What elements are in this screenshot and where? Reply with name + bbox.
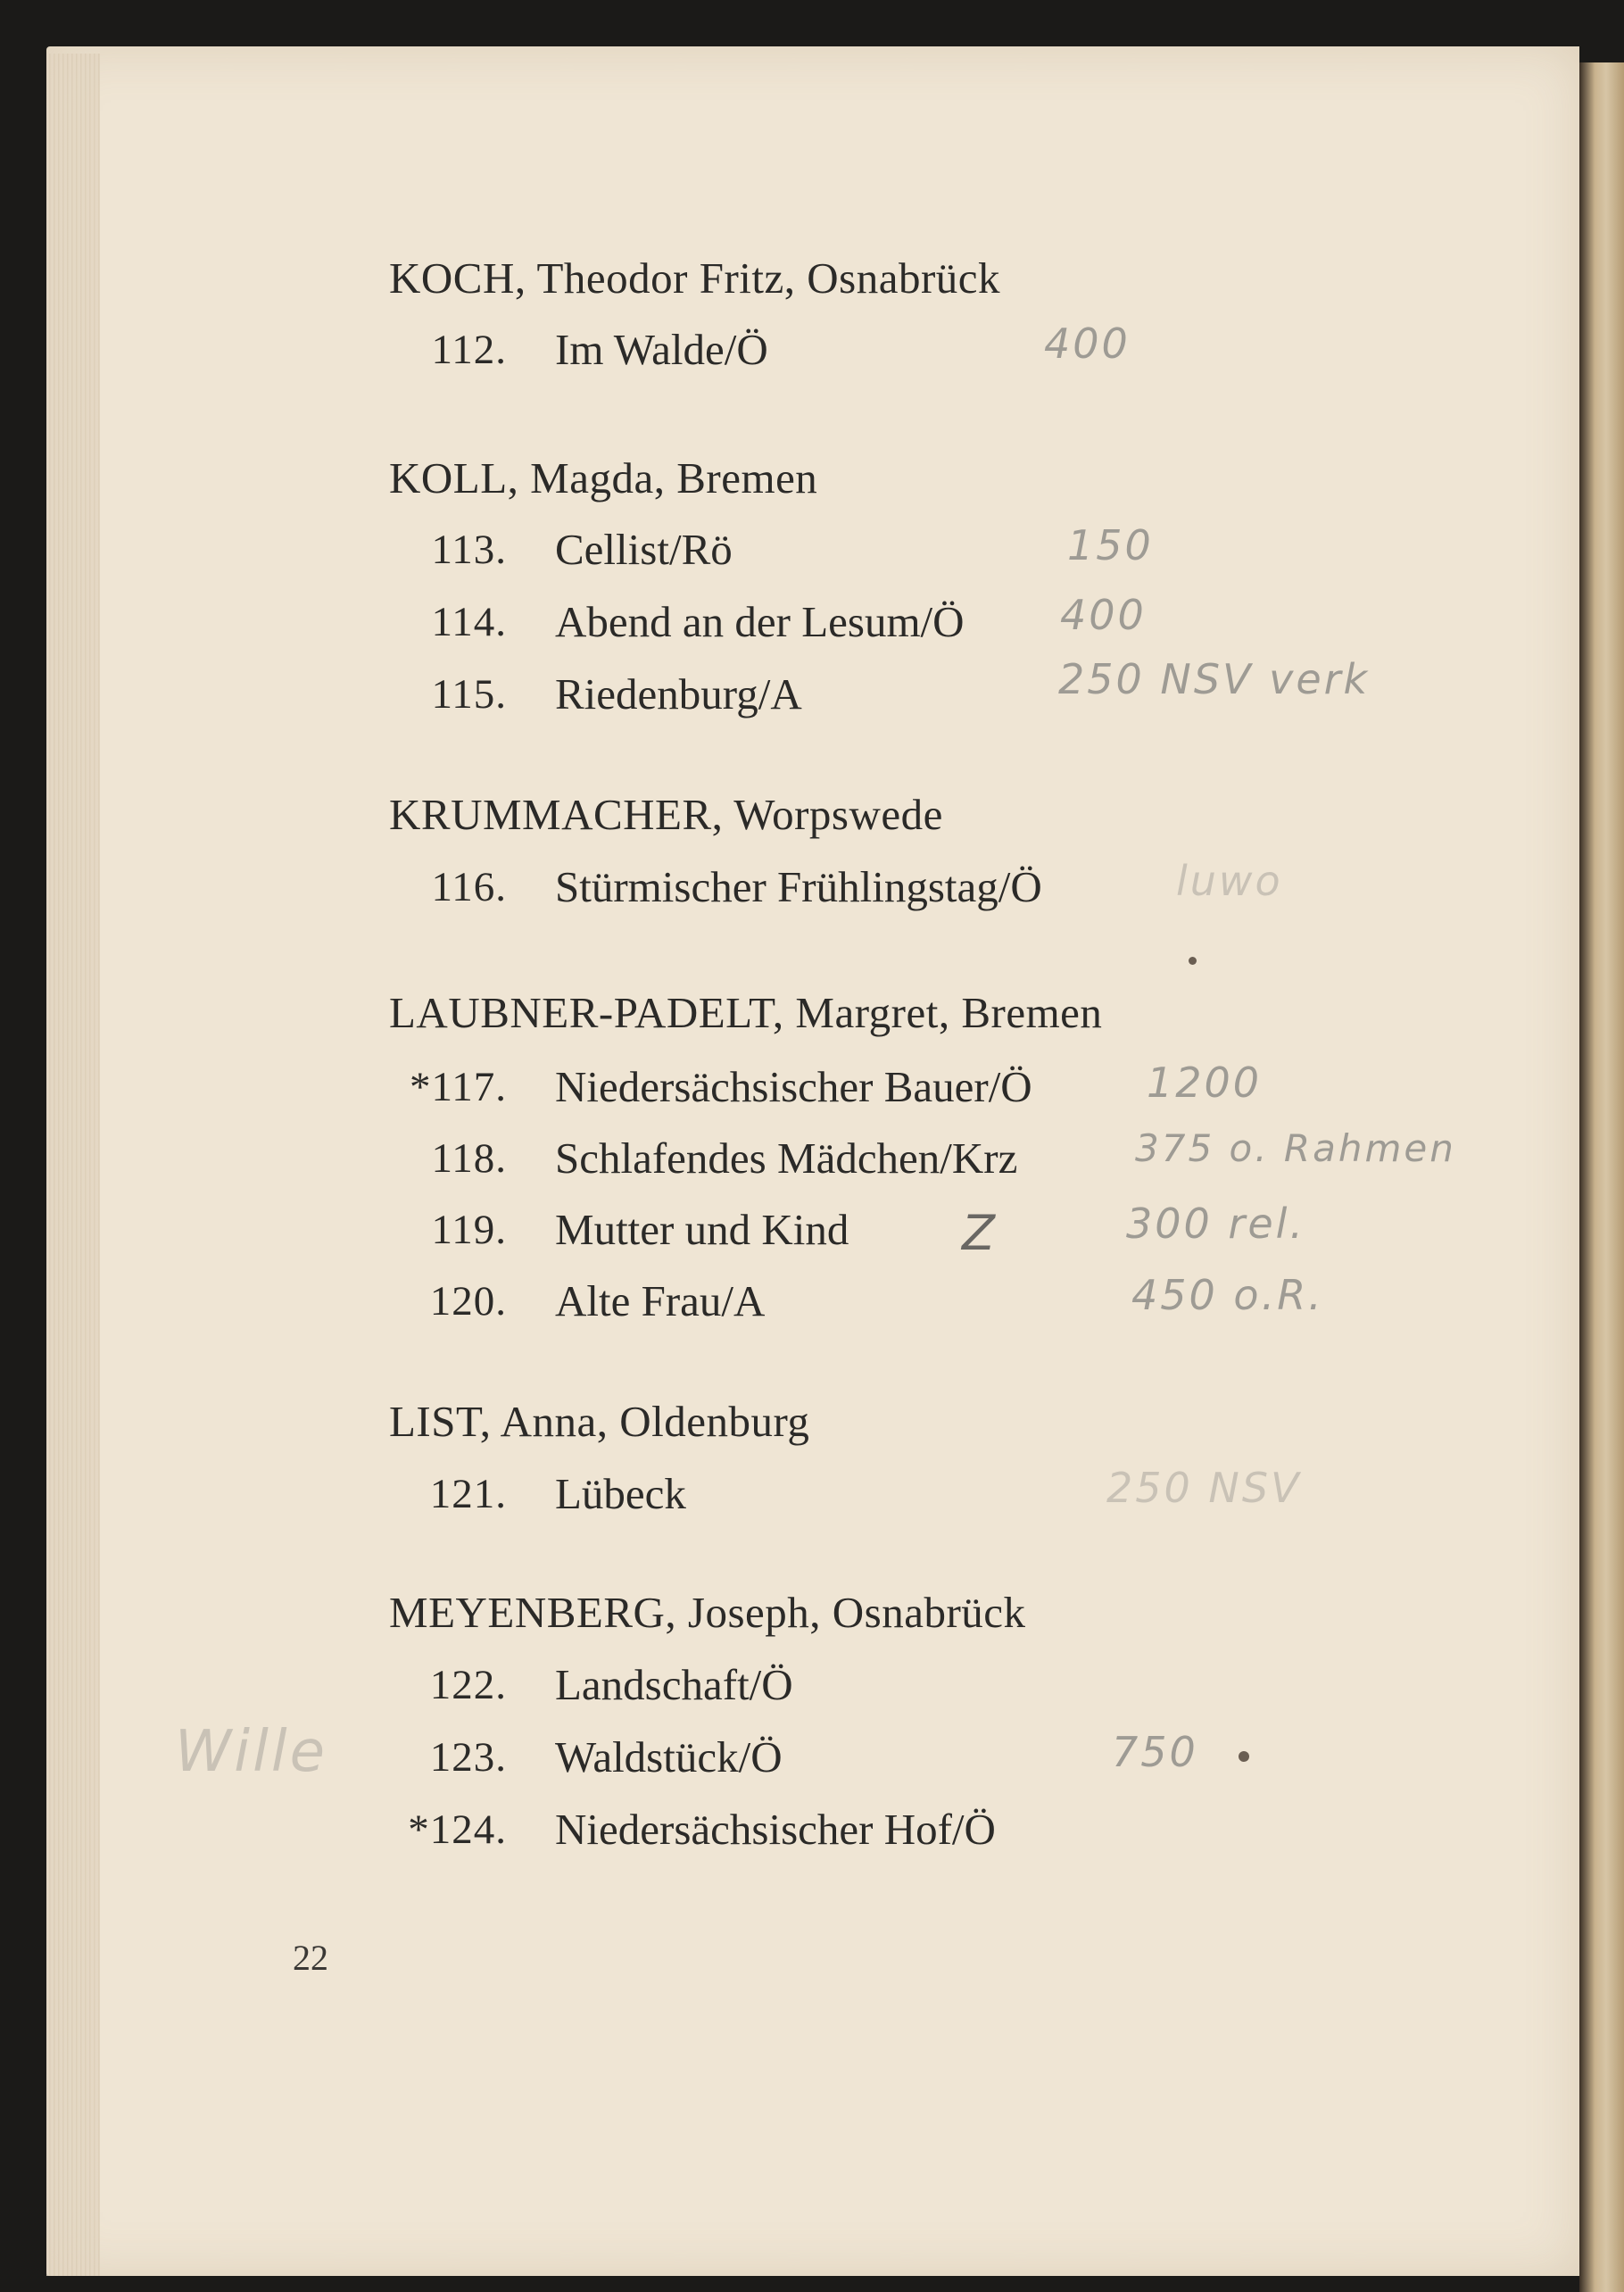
handwritten-price: 150 <box>1067 521 1154 569</box>
entry-number: 114. <box>431 599 507 645</box>
handwritten-price: 300 rel. <box>1126 1200 1306 1248</box>
entry-number: 112. <box>431 327 507 373</box>
handwritten-price: 250 NSV verk <box>1058 655 1371 703</box>
handwritten-price: 250 NSV <box>1106 1464 1302 1512</box>
entry-number: 118. <box>431 1135 507 1182</box>
entry-title: Waldstück/Ö <box>555 1732 783 1781</box>
entry-number: 113. <box>431 527 507 573</box>
artist-heading: LIST, Anna, Oldenburg <box>389 1397 810 1446</box>
entry-number: 122. <box>429 1662 507 1708</box>
entry-title: Schlafendes Mädchen/Krz <box>555 1134 1018 1183</box>
entry-number: 116. <box>431 864 507 910</box>
entry-title: Mutter und Kind <box>555 1205 849 1254</box>
entry-number: 115. <box>431 671 507 718</box>
handwritten-price: 400 <box>1060 591 1147 639</box>
entry-number: 120. <box>429 1278 507 1325</box>
handwritten-price: 450 o.R. <box>1131 1271 1324 1319</box>
artist-heading: KOCH, Theodor Fritz, Osnabrück <box>389 253 1001 303</box>
handwritten-mark: Z <box>962 1205 998 1261</box>
handwritten-price: 375 o. Rahmen <box>1135 1126 1456 1170</box>
entry-title: Alte Frau/A <box>555 1276 766 1325</box>
handwritten-price: 1200 <box>1147 1059 1263 1107</box>
handwritten-price: 400 <box>1044 320 1131 368</box>
entry-title: Niedersächsischer Bauer/Ö <box>555 1062 1032 1111</box>
entry-title: Lübeck <box>555 1469 686 1518</box>
handwritten-price: 750 <box>1112 1728 1198 1776</box>
entry-title: Abend an der Lesum/Ö <box>555 597 965 646</box>
artist-heading: KRUMMACHER, Worpswede <box>389 790 943 839</box>
entry-title: Riedenburg/A <box>555 669 802 718</box>
artist-heading: KOLL, Magda, Bremen <box>389 453 818 502</box>
entry-title: Cellist/Rö <box>555 525 733 574</box>
artist-heading: LAUBNER-PADELT, Margret, Bremen <box>389 988 1103 1037</box>
entry-title: Stürmischer Frühlingstag/Ö <box>555 862 1042 911</box>
artist-heading: MEYENBERG, Joseph, Osnabrück <box>389 1588 1026 1637</box>
entry-title: Landschaft/Ö <box>555 1660 793 1709</box>
entry-title: Niedersächsischer Hof/Ö <box>555 1805 996 1854</box>
entry-number: *124. <box>408 1806 507 1853</box>
entry-number: 123. <box>429 1734 507 1781</box>
entry-number: *117. <box>409 1064 507 1110</box>
page-number: 22 <box>293 1938 328 1978</box>
ink-speck <box>1239 1751 1249 1762</box>
handwritten-note: luwo <box>1176 857 1283 905</box>
entry-number: 121. <box>429 1471 507 1517</box>
ink-speck <box>1189 957 1197 965</box>
margin-note: Wille <box>175 1719 327 1785</box>
entry-title: Im Walde/Ö <box>555 325 768 374</box>
entry-number: 119. <box>431 1207 507 1253</box>
